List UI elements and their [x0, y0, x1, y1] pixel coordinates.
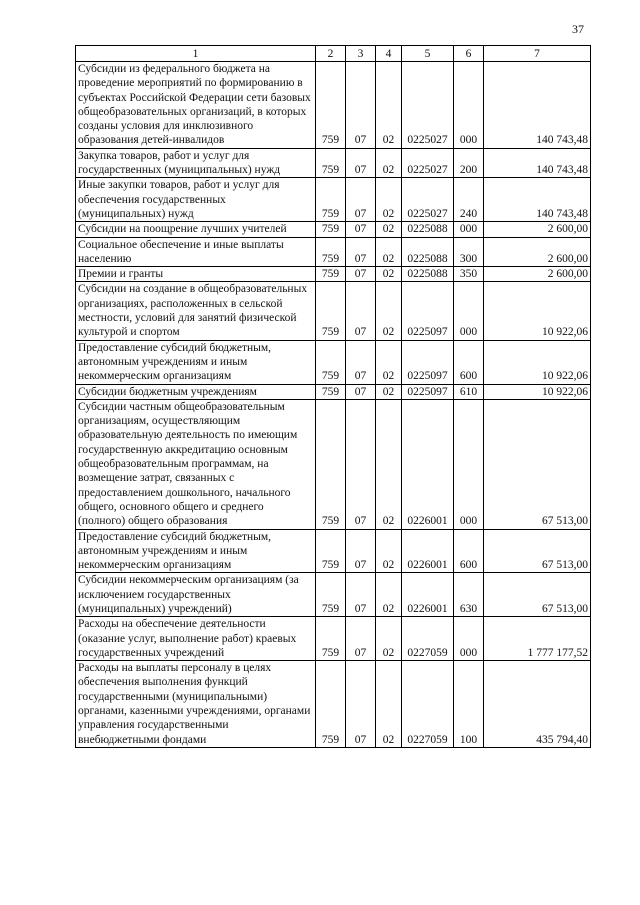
- table-row: [76, 222, 591, 237]
- column-header: 1: [76, 46, 316, 62]
- column-header: 4: [376, 46, 402, 62]
- row-code-cell: 759: [316, 62, 346, 149]
- column-header: 2: [316, 46, 346, 62]
- row-subsection-cell: 02: [376, 340, 402, 384]
- table-header-row: [76, 46, 591, 62]
- row-name-cell: Субсидии на поощрение лучших учителей: [76, 222, 316, 237]
- row-section-cell: 07: [346, 237, 376, 267]
- row-target-item-cell: 0226001: [402, 529, 454, 573]
- row-expense-type-cell: 300: [454, 237, 484, 267]
- row-code-cell: 759: [316, 399, 346, 529]
- row-section-cell: 07: [346, 282, 376, 340]
- row-target-item-cell: 0227059: [402, 661, 454, 748]
- row-target-item-cell: 0225027: [402, 178, 454, 222]
- row-section-cell: 07: [346, 267, 376, 282]
- row-name-cell: Субсидии некоммерческим организациям (за исключением государственных (муниципальных) учреждений): [76, 573, 316, 617]
- row-subsection-cell: 02: [376, 282, 402, 340]
- row-code-cell: 759: [316, 237, 346, 267]
- row-expense-type-cell: 000: [454, 62, 484, 149]
- table-row: [76, 178, 591, 222]
- column-header: 3: [346, 46, 376, 62]
- row-subsection-cell: 02: [376, 384, 402, 399]
- row-amount-cell: 2 600,00: [484, 267, 591, 282]
- table-row: [76, 237, 591, 267]
- table-row: [76, 529, 591, 573]
- table-row: [76, 399, 591, 529]
- row-expense-type-cell: 240: [454, 178, 484, 222]
- row-expense-type-cell: 000: [454, 617, 484, 661]
- row-name-cell: Иные закупки товаров, работ и услуг для обеспечения государственных (муниципальных) нужд: [76, 178, 316, 222]
- row-code-cell: 759: [316, 178, 346, 222]
- row-code-cell: 759: [316, 282, 346, 340]
- row-expense-type-cell: 200: [454, 148, 484, 178]
- table-row: [76, 62, 591, 149]
- row-target-item-cell: 0225088: [402, 267, 454, 282]
- row-amount-cell: 2 600,00: [484, 222, 591, 237]
- row-name-cell: Предоставление субсидий бюджетным, автономным учреждениям и иным некоммерческим организациям: [76, 529, 316, 573]
- row-expense-type-cell: 000: [454, 222, 484, 237]
- row-code-cell: 759: [316, 617, 346, 661]
- row-amount-cell: 140 743,48: [484, 178, 591, 222]
- row-section-cell: 07: [346, 573, 376, 617]
- row-section-cell: 07: [346, 340, 376, 384]
- table-row: [76, 661, 591, 748]
- page-number: 37: [572, 22, 584, 36]
- row-section-cell: 07: [346, 399, 376, 529]
- row-expense-type-cell: 000: [454, 282, 484, 340]
- row-subsection-cell: 02: [376, 237, 402, 267]
- row-amount-cell: 10 922,06: [484, 340, 591, 384]
- row-name-cell: Субсидии бюджетным учреждениям: [76, 384, 316, 399]
- row-expense-type-cell: 000: [454, 399, 484, 529]
- row-code-cell: 759: [316, 529, 346, 573]
- row-name-cell: Закупка товаров, работ и услуг для государственных (муниципальных) нужд: [76, 148, 316, 178]
- row-name-cell: Предоставление субсидий бюджетным, автономным учреждениям и иным некоммерческим организациям: [76, 340, 316, 384]
- table-row: [76, 267, 591, 282]
- row-code-cell: 759: [316, 340, 346, 384]
- row-target-item-cell: 0227059: [402, 617, 454, 661]
- row-target-item-cell: 0225088: [402, 222, 454, 237]
- table-row: [76, 384, 591, 399]
- row-subsection-cell: 02: [376, 222, 402, 237]
- row-amount-cell: 10 922,06: [484, 282, 591, 340]
- row-name-cell: Расходы на выплаты персоналу в целях обеспечения выполнения функций государственными (муниципальными) органами, казенными учреждениями, органами управления государственными внебюджетными фондами: [76, 661, 316, 748]
- row-section-cell: 07: [346, 222, 376, 237]
- row-code-cell: 759: [316, 384, 346, 399]
- row-section-cell: 07: [346, 178, 376, 222]
- column-header: 7: [484, 46, 591, 62]
- table-row: [76, 282, 591, 340]
- row-section-cell: 07: [346, 617, 376, 661]
- row-target-item-cell: 0225097: [402, 340, 454, 384]
- row-name-cell: Расходы на обеспечение деятельности (оказание услуг, выполнение работ) краевых государственных учреждений: [76, 617, 316, 661]
- table-row: [76, 340, 591, 384]
- row-subsection-cell: 02: [376, 267, 402, 282]
- row-subsection-cell: 02: [376, 62, 402, 149]
- row-code-cell: 759: [316, 148, 346, 178]
- row-name-cell: Премии и гранты: [76, 267, 316, 282]
- row-name-cell: Субсидии частным общеобразовательным организациям, осуществляющим образовательную деятельность по имеющим государственную аккредитацию основным общеобразовательным программам, на возмещение затрат, связанных с предоставлением дошкольного, начального общего, основного общего и среднего (полного) общего образования: [76, 399, 316, 529]
- column-header: 6: [454, 46, 484, 62]
- row-subsection-cell: 02: [376, 661, 402, 748]
- row-expense-type-cell: 610: [454, 384, 484, 399]
- row-section-cell: 07: [346, 529, 376, 573]
- table-row: [76, 617, 591, 661]
- row-subsection-cell: 02: [376, 529, 402, 573]
- row-amount-cell: 10 922,06: [484, 384, 591, 399]
- table-row: [76, 148, 591, 178]
- row-target-item-cell: 0226001: [402, 399, 454, 529]
- row-expense-type-cell: 100: [454, 661, 484, 748]
- row-section-cell: 07: [346, 148, 376, 178]
- row-amount-cell: 2 600,00: [484, 237, 591, 267]
- row-target-item-cell: 0225027: [402, 148, 454, 178]
- budget-table: [75, 45, 591, 748]
- row-amount-cell: 1 777 177,52: [484, 617, 591, 661]
- row-target-item-cell: 0225097: [402, 384, 454, 399]
- column-header: 5: [402, 46, 454, 62]
- row-subsection-cell: 02: [376, 617, 402, 661]
- row-amount-cell: 67 513,00: [484, 573, 591, 617]
- table-body: [76, 46, 591, 748]
- row-amount-cell: 435 794,40: [484, 661, 591, 748]
- row-subsection-cell: 02: [376, 399, 402, 529]
- row-section-cell: 07: [346, 384, 376, 399]
- row-target-item-cell: 0225097: [402, 282, 454, 340]
- row-code-cell: 759: [316, 573, 346, 617]
- row-code-cell: 759: [316, 661, 346, 748]
- row-name-cell: Субсидии из федерального бюджета на проведение мероприятий по формированию в субъектах Российской Федерации сети базовых общеобразовательных организаций, в которых созданы условия для инклюзивного образования детей-инвалидов: [76, 62, 316, 149]
- row-subsection-cell: 02: [376, 178, 402, 222]
- row-amount-cell: 67 513,00: [484, 399, 591, 529]
- row-code-cell: 759: [316, 267, 346, 282]
- row-expense-type-cell: 630: [454, 573, 484, 617]
- row-subsection-cell: 02: [376, 148, 402, 178]
- row-code-cell: 759: [316, 222, 346, 237]
- row-expense-type-cell: 600: [454, 529, 484, 573]
- row-amount-cell: 67 513,00: [484, 529, 591, 573]
- row-expense-type-cell: 350: [454, 267, 484, 282]
- row-amount-cell: 140 743,48: [484, 62, 591, 149]
- row-section-cell: 07: [346, 661, 376, 748]
- row-section-cell: 07: [346, 62, 376, 149]
- row-target-item-cell: 0225088: [402, 237, 454, 267]
- row-expense-type-cell: 600: [454, 340, 484, 384]
- row-name-cell: Социальное обеспечение и иные выплаты населению: [76, 237, 316, 267]
- row-amount-cell: 140 743,48: [484, 148, 591, 178]
- row-name-cell: Субсидии на создание в общеобразовательных организациях, расположенных в сельской местности, условий для занятий физической культурой и спортом: [76, 282, 316, 340]
- table-row: [76, 573, 591, 617]
- row-target-item-cell: 0226001: [402, 573, 454, 617]
- row-target-item-cell: 0225027: [402, 62, 454, 149]
- row-subsection-cell: 02: [376, 573, 402, 617]
